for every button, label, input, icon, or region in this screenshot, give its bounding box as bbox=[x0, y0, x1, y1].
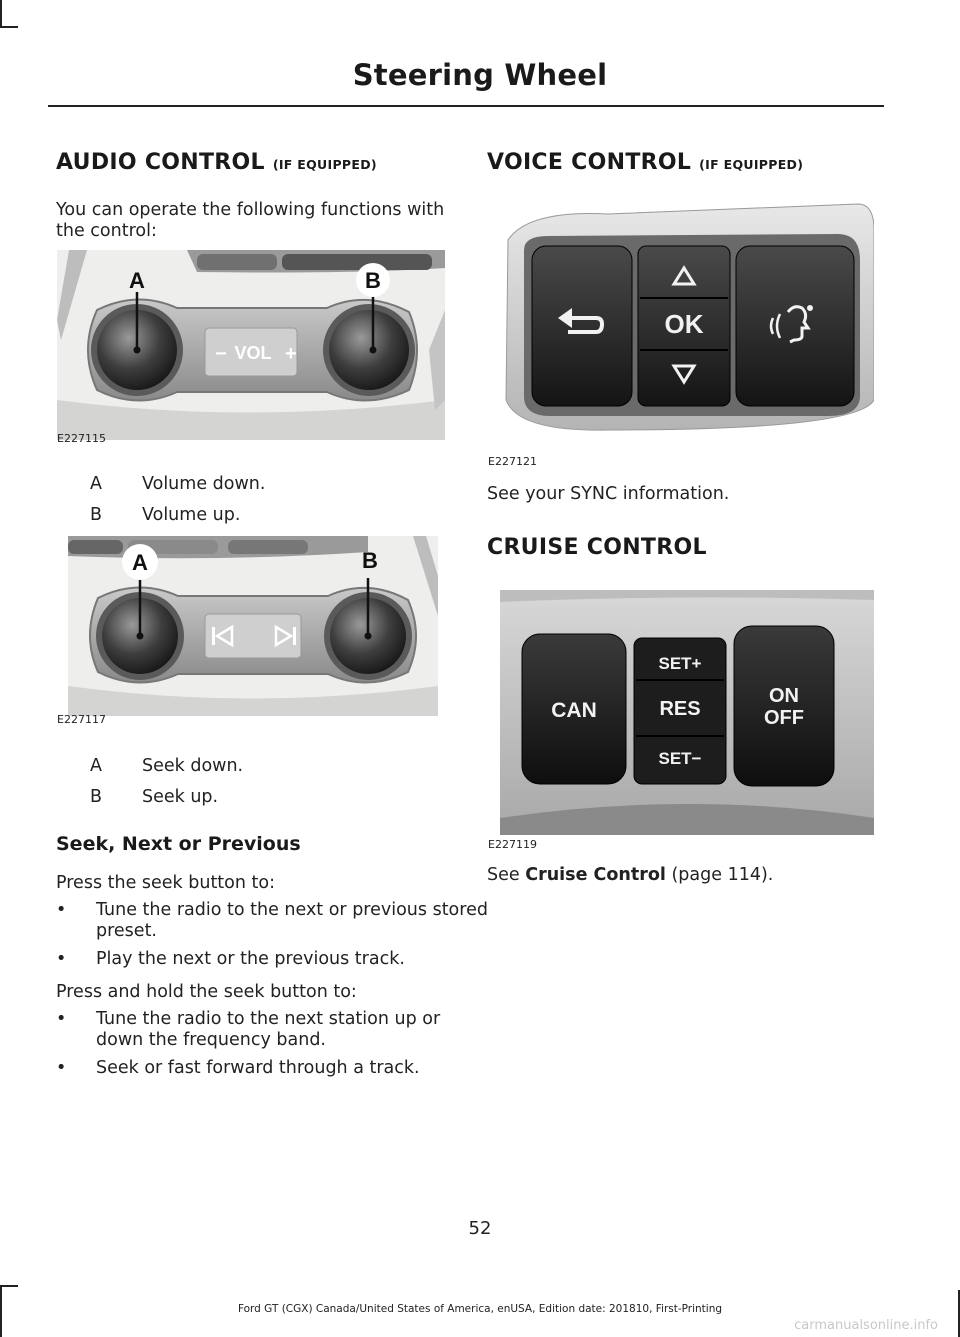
cruise-control-illustration bbox=[500, 590, 874, 835]
list-item: • Play the next or the previous track. bbox=[56, 949, 405, 969]
cruise-control-figure bbox=[500, 590, 874, 835]
figure-code: E227117 bbox=[57, 713, 106, 726]
crop-mark bbox=[0, 1285, 18, 1287]
page-number: 52 bbox=[468, 1218, 492, 1239]
set-minus-button-label: SET− bbox=[658, 749, 702, 768]
figure-code: E227115 bbox=[57, 432, 106, 445]
on-button-label: ON bbox=[769, 685, 799, 707]
figure-code: E227121 bbox=[488, 455, 537, 468]
callout-b-label: B bbox=[362, 548, 378, 573]
seek-hold-intro: Press and hold the seek button to: bbox=[56, 982, 357, 1002]
cruise-control-heading: CRUISE CONTROL bbox=[487, 535, 707, 560]
watermark: carmanualsonline.info bbox=[794, 1318, 938, 1333]
cruise-see-text: See Cruise Control (page 114). bbox=[487, 865, 774, 885]
callout-b-label: B bbox=[365, 268, 381, 293]
ok-button-label: OK bbox=[664, 309, 704, 339]
res-button-label: RES bbox=[659, 698, 701, 720]
volume-label: VOL bbox=[234, 343, 272, 363]
seek-control-illustration bbox=[68, 536, 438, 716]
audio-control-heading: AUDIO CONTROL (IF EQUIPPED) bbox=[56, 150, 377, 175]
voice-text: See your SYNC information. bbox=[487, 484, 730, 504]
crop-mark bbox=[0, 26, 18, 28]
volume-minus-label: − bbox=[215, 343, 227, 365]
volume-plus-label: + bbox=[285, 343, 297, 365]
crop-mark bbox=[0, 0, 2, 28]
callout-a-label: A bbox=[132, 550, 148, 575]
cruise-control-link[interactable]: Cruise Control bbox=[525, 865, 666, 885]
callout-a-label: A bbox=[129, 268, 145, 293]
can-button-label: CAN bbox=[551, 699, 597, 722]
figure-code: E227119 bbox=[488, 838, 537, 851]
voice-control-illustration bbox=[488, 200, 874, 450]
voice-control-figure bbox=[488, 200, 874, 450]
list-item: • Seek or fast forward through a track. bbox=[56, 1058, 420, 1078]
seek-heading: Seek, Next or Previous bbox=[56, 833, 301, 855]
volume-control-figure bbox=[57, 250, 445, 440]
page-title: Steering Wheel bbox=[352, 58, 608, 92]
list-item: • Tune the radio to the next or previous stored preset. bbox=[56, 900, 488, 941]
set-plus-button-label: SET+ bbox=[658, 654, 702, 673]
seek-press-intro: Press the seek button to: bbox=[56, 873, 275, 893]
list-item: • Tune the radio to the next station up or down the frequency band. bbox=[56, 1009, 441, 1050]
off-button-label: OFF bbox=[764, 707, 804, 729]
header-rule bbox=[48, 105, 884, 107]
voice-control-heading: VOICE CONTROL (IF EQUIPPED) bbox=[487, 150, 804, 175]
volume-control-illustration bbox=[57, 250, 445, 440]
audio-intro-text: You can operate the following functions with the control: bbox=[56, 200, 445, 241]
seek-control-figure bbox=[68, 536, 438, 716]
footer-text: Ford GT (CGX) Canada/United States of America, enUSA, Edition date: 201810, First-Printing bbox=[237, 1303, 723, 1315]
